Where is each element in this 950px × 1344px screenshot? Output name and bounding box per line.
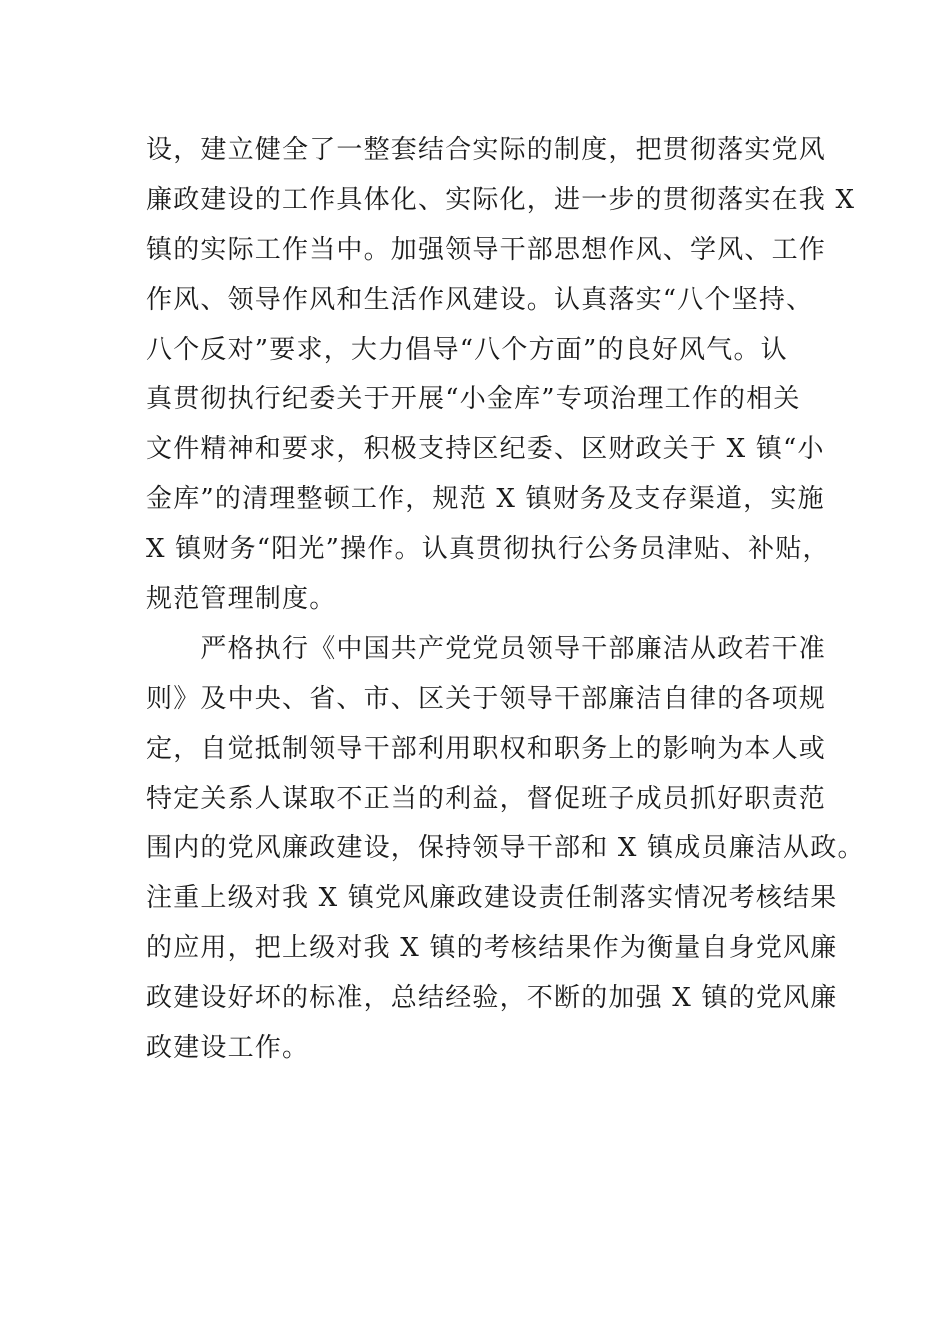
text-line: 金库”的清理整顿工作，规范 X 镇财务及支存渠道，实施 (146, 484, 825, 515)
text-line: 政建设工作。 (146, 1033, 310, 1064)
text-line: 围内的党风廉政建设，保持领导干部和 X 镇成员廉洁从政。 (146, 833, 865, 864)
text-line: 廉政建设的工作具体化、实际化，进一步的贯彻落实在我 X (146, 184, 856, 215)
text-line: 则》及中央、省、市、区关于领导干部廉洁自律的各项规 (146, 683, 827, 714)
text-line: 规范管理制度。 (146, 584, 337, 615)
text-line: 镇的实际工作当中。加强领导干部思想作风、学风、工作 (146, 234, 827, 265)
body-text (146, 126, 865, 1074)
text-line: 定，自觉抵制领导干部利用职权和职务上的影响为本人或 (146, 733, 827, 764)
text-line: 政建设好坏的标准，总结经验，不断的加强 X 镇的党风廉 (146, 983, 838, 1014)
text-line: 八个反对”要求，大力倡导“八个方面”的良好风气。认 (146, 334, 788, 365)
text-line: 作风、领导作风和生活作风建设。认真落实“八个坚持、 (146, 284, 814, 315)
text-line: 特定关系人谋取不正当的利益，督促班子成员抓好职责范 (146, 783, 827, 814)
text-line: 的应用，把上级对我 X 镇的考核结果作为衡量自身党风廉 (146, 933, 838, 964)
text-line: 注重上级对我 X 镇党风廉政建设责任制落实情况考核结果 (146, 883, 838, 914)
text-line: 真贯彻执行纪委关于开展“小金库”专项治理工作的相关 (146, 384, 801, 415)
text-line: 文件精神和要求，积极支持区纪委、区财政关于 X 镇“小 (146, 434, 825, 465)
text-line: 严格执行《中国共产党党员领导干部廉洁从政若干准 (146, 633, 827, 664)
text-line: 设，建立健全了一整套结合实际的制度，把贯彻落实党风 (146, 135, 827, 165)
text-line: X 镇财务“阳光”操作。认真贯彻执行公务员津贴、补贴， (146, 534, 830, 565)
